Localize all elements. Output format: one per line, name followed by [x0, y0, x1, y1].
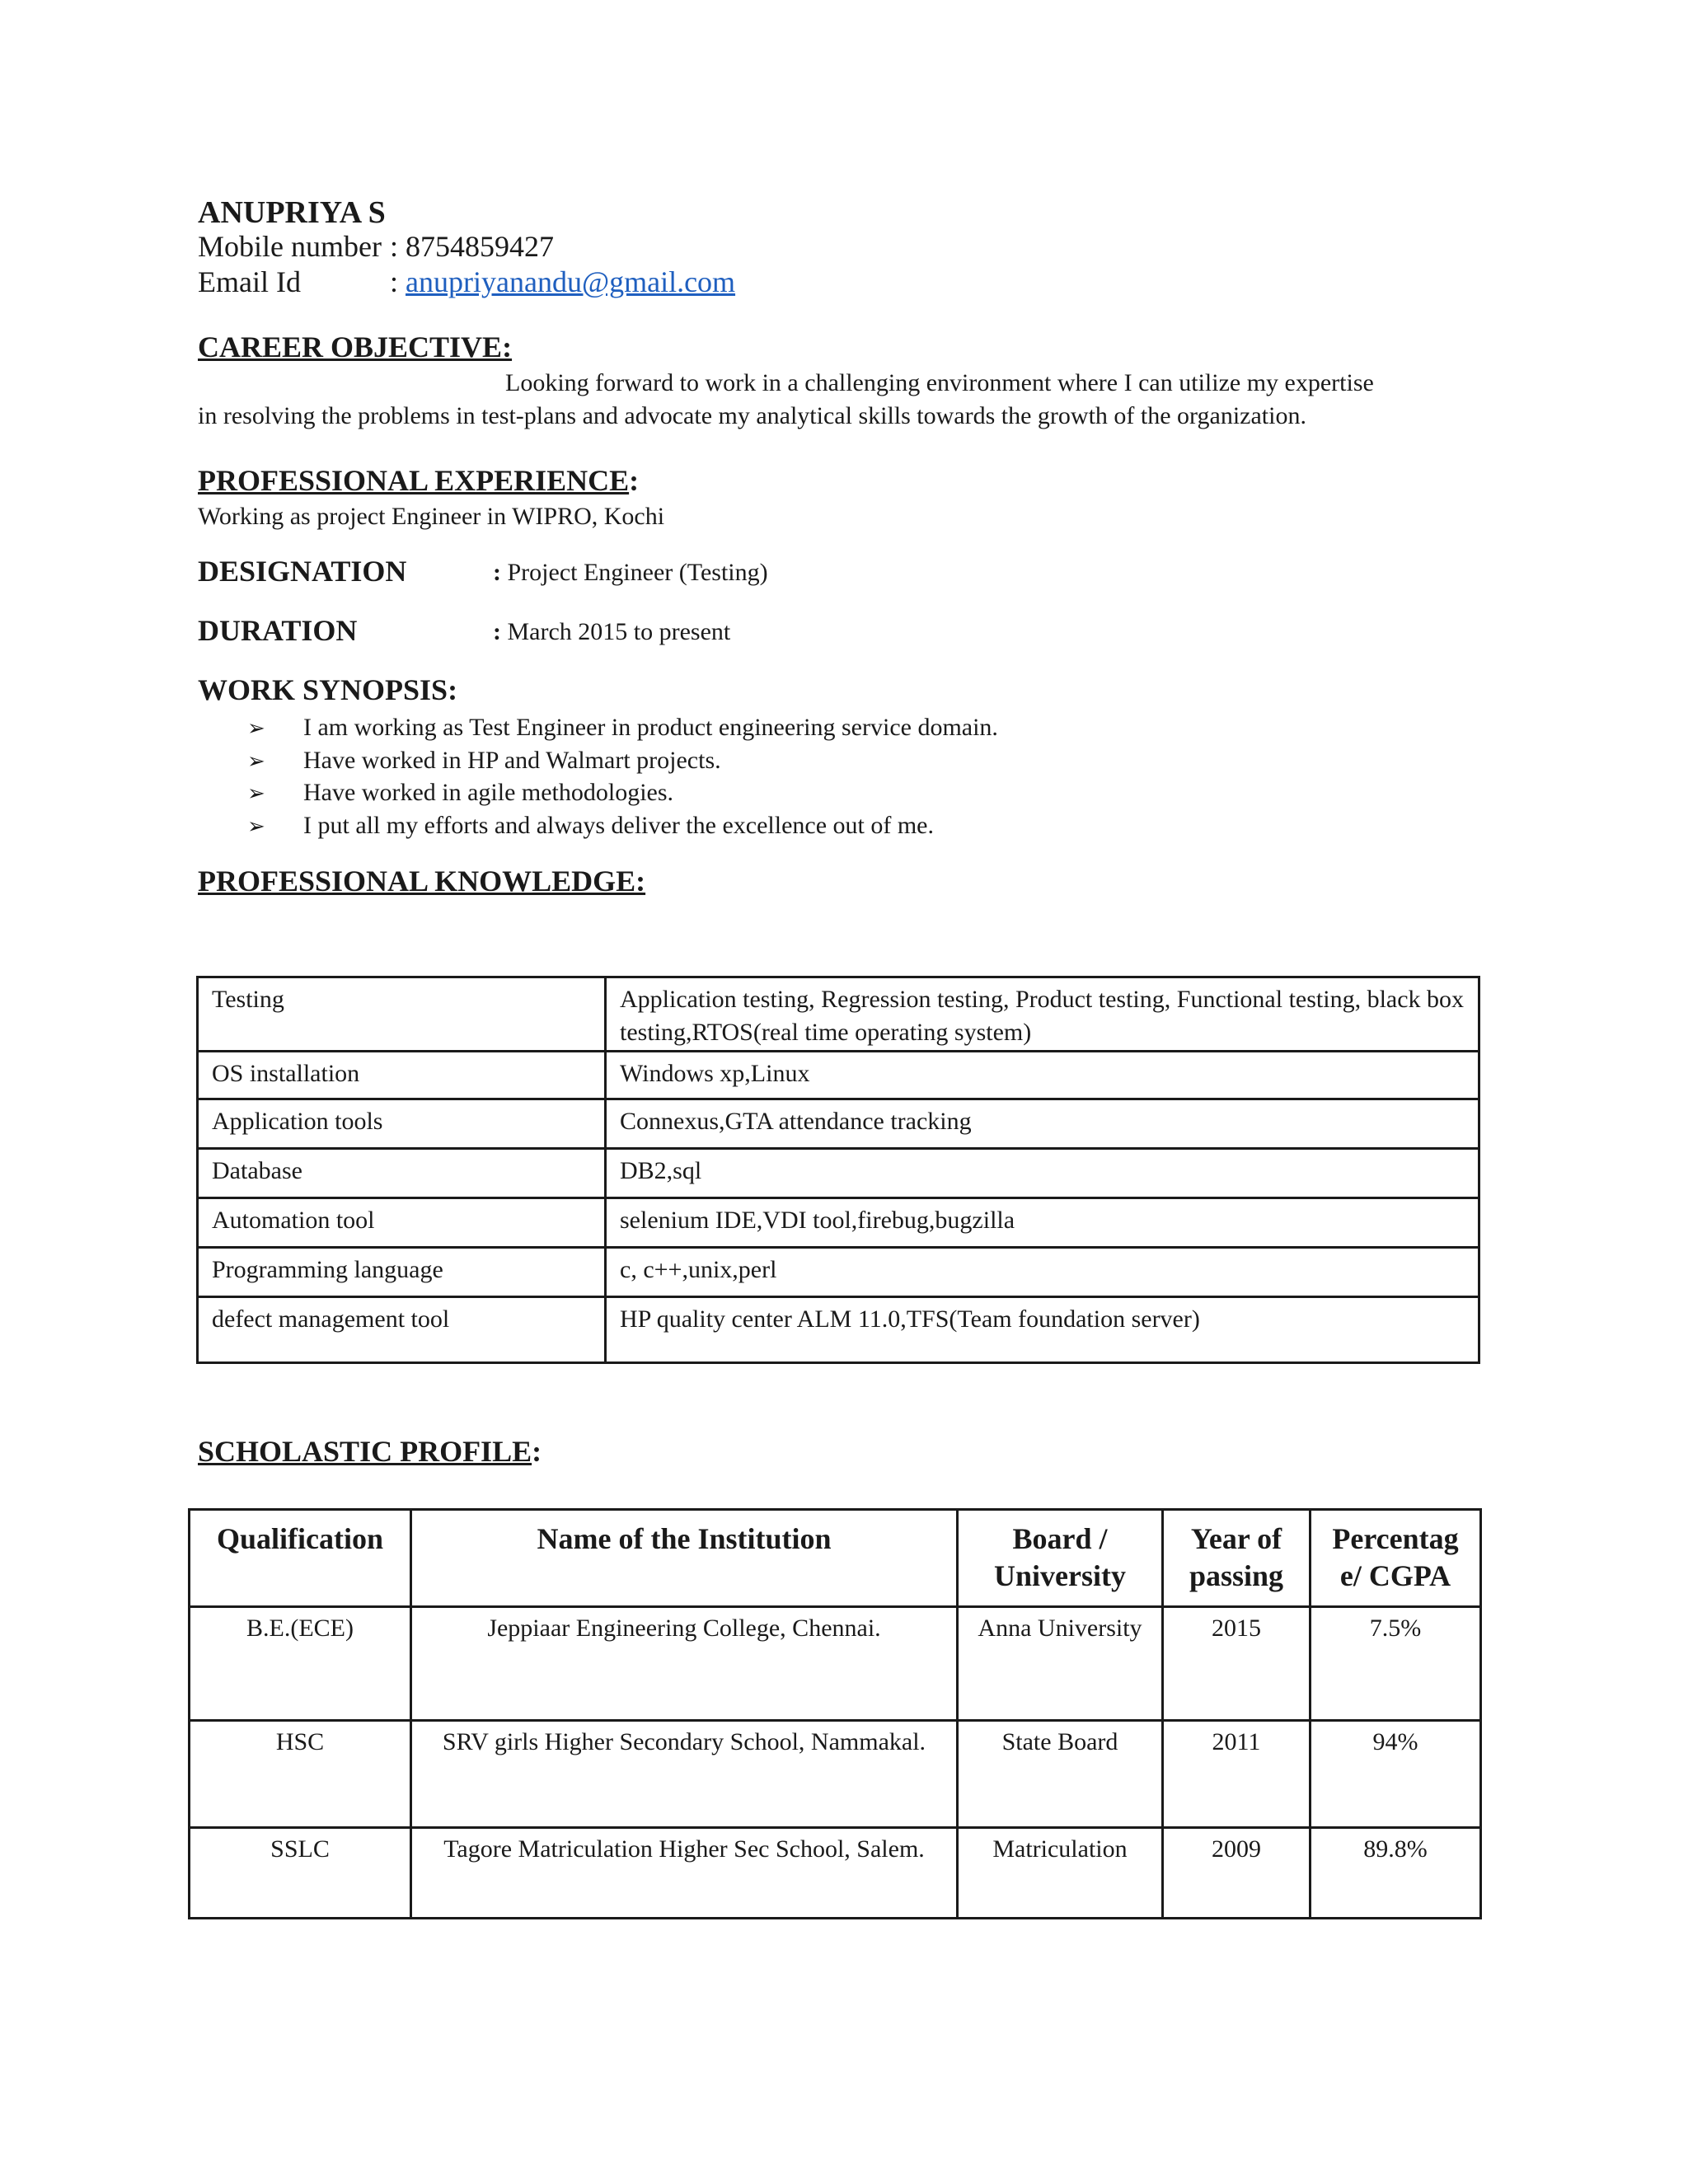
- table-cell: OS installation: [198, 1052, 606, 1099]
- professional-experience-heading: [198, 463, 639, 498]
- table-cell: 2015: [1163, 1607, 1311, 1721]
- email-label: Email Id: [198, 265, 301, 298]
- table-cell: SSLC: [190, 1828, 411, 1919]
- list-item: [247, 712, 998, 745]
- table-row: [190, 1828, 1481, 1919]
- column-header: Qualification: [190, 1510, 411, 1607]
- work-synopsis-heading: WORK SYNOPSIS:: [198, 673, 458, 706]
- table-cell: defect management tool: [198, 1297, 606, 1363]
- career-objective-line-1: Looking forward to work in a challenging environment where I can utilize my expertise: [505, 369, 1374, 396]
- email-link[interactable]: anupriyanandu@gmail.com: [406, 265, 736, 298]
- table-cell: Connexus,GTA attendance tracking: [606, 1099, 1479, 1149]
- table-cell: SRV girls Higher Secondary School, Nammakal.: [411, 1721, 958, 1828]
- experience-summary: Working as project Engineer in WIPRO, Kochi: [198, 503, 665, 530]
- list-item: [247, 777, 998, 810]
- arrow-bullet-icon: ➢: [247, 781, 265, 806]
- work-synopsis-list: [247, 712, 998, 842]
- table-cell: 89.8%: [1311, 1828, 1481, 1919]
- arrow-bullet-icon: ➢: [247, 813, 265, 839]
- table-row: [198, 977, 1479, 1052]
- designation-colon: :: [493, 559, 501, 586]
- table-cell: c, c++,unix,perl: [606, 1248, 1479, 1297]
- email-colon: :: [390, 265, 406, 298]
- designation-label: DESIGNATION: [198, 555, 407, 588]
- table-row: [198, 1297, 1479, 1363]
- duration-value: March 2015 to present: [507, 618, 731, 645]
- table-cell: 94%: [1311, 1721, 1481, 1828]
- table-cell: selenium IDE,VDI tool,firebug,bugzilla: [606, 1198, 1479, 1248]
- mobile-value: : 8754859427: [390, 230, 555, 263]
- career-objective-heading: CAREER OBJECTIVE:: [198, 330, 513, 363]
- column-header: Board / University: [958, 1510, 1163, 1607]
- arrow-bullet-icon: ➢: [247, 748, 265, 774]
- arrow-bullet-icon: ➢: [247, 716, 265, 741]
- list-item-text: I put all my efforts and always deliver the excellence out of me.: [303, 811, 934, 839]
- professional-experience-heading-colon: :: [629, 464, 640, 497]
- table-cell: Matriculation: [958, 1828, 1163, 1919]
- column-header: Percentag e/ CGPA: [1311, 1510, 1481, 1607]
- column-header: Name of the Institution: [411, 1510, 958, 1607]
- table-header-row: [190, 1510, 1481, 1607]
- table-row: [190, 1607, 1481, 1721]
- scholastic-profile-heading: [198, 1434, 542, 1469]
- professional-knowledge-heading: PROFESSIONAL KNOWLEDGE:: [198, 865, 646, 898]
- table-cell: Testing: [198, 977, 606, 1052]
- list-item: [247, 745, 998, 778]
- career-objective-line-2: in resolving the problems in test-plans and advocate my analytical skills towards the growth of the organization.: [198, 402, 1306, 429]
- table-cell: DB2,sql: [606, 1149, 1479, 1198]
- scholastic-profile-heading-colon: :: [532, 1435, 542, 1468]
- candidate-name: ANUPRIYA S: [198, 195, 386, 230]
- table-cell: Database: [198, 1149, 606, 1198]
- table-cell: Automation tool: [198, 1198, 606, 1248]
- knowledge-table: [196, 976, 1480, 1364]
- email-line: [198, 265, 735, 299]
- table-cell: 2009: [1163, 1828, 1311, 1919]
- list-item-text: Have worked in HP and Walmart projects.: [303, 746, 721, 774]
- designation-value: Project Engineer (Testing): [507, 559, 768, 586]
- duration-label: DURATION: [198, 614, 358, 647]
- designation-line: [493, 559, 768, 587]
- table-cell: 2011: [1163, 1721, 1311, 1828]
- table-cell: Tagore Matriculation Higher Sec School, Salem.: [411, 1828, 958, 1919]
- mobile-line: [198, 229, 554, 264]
- table-row: [198, 1052, 1479, 1099]
- table-cell: HP quality center ALM 11.0,TFS(Team foundation server): [606, 1297, 1479, 1363]
- table-cell: State Board: [958, 1721, 1163, 1828]
- duration-line: [493, 618, 730, 646]
- table-row: [198, 1198, 1479, 1248]
- table-cell: B.E.(ECE): [190, 1607, 411, 1721]
- mobile-label: Mobile number: [198, 230, 382, 263]
- table-cell: Application testing, Regression testing, Product testing, Functional testing, black box testing,RTOS(real time operating system): [606, 977, 1479, 1052]
- table-cell: 7.5%: [1311, 1607, 1481, 1721]
- scholastic-profile-heading-text: SCHOLASTIC PROFILE: [198, 1435, 532, 1468]
- table-cell: Windows xp,Linux: [606, 1052, 1479, 1099]
- table-cell: HSC: [190, 1721, 411, 1828]
- table-cell: Anna University: [958, 1607, 1163, 1721]
- duration-colon: :: [493, 618, 501, 645]
- table-row: [198, 1149, 1479, 1198]
- table-cell: Application tools: [198, 1099, 606, 1149]
- column-header: Year of passing: [1163, 1510, 1311, 1607]
- professional-experience-heading-text: PROFESSIONAL EXPERIENCE: [198, 464, 630, 497]
- list-item: [247, 810, 998, 843]
- table-cell: Programming language: [198, 1248, 606, 1297]
- list-item-text: Have worked in agile methodologies.: [303, 779, 674, 806]
- table-cell: Jeppiaar Engineering College, Chennai.: [411, 1607, 958, 1721]
- table-row: [198, 1099, 1479, 1149]
- list-item-text: I am working as Test Engineer in product engineering service domain.: [303, 714, 998, 741]
- table-row: [198, 1248, 1479, 1297]
- table-row: [190, 1721, 1481, 1828]
- scholastic-table: [188, 1508, 1482, 1919]
